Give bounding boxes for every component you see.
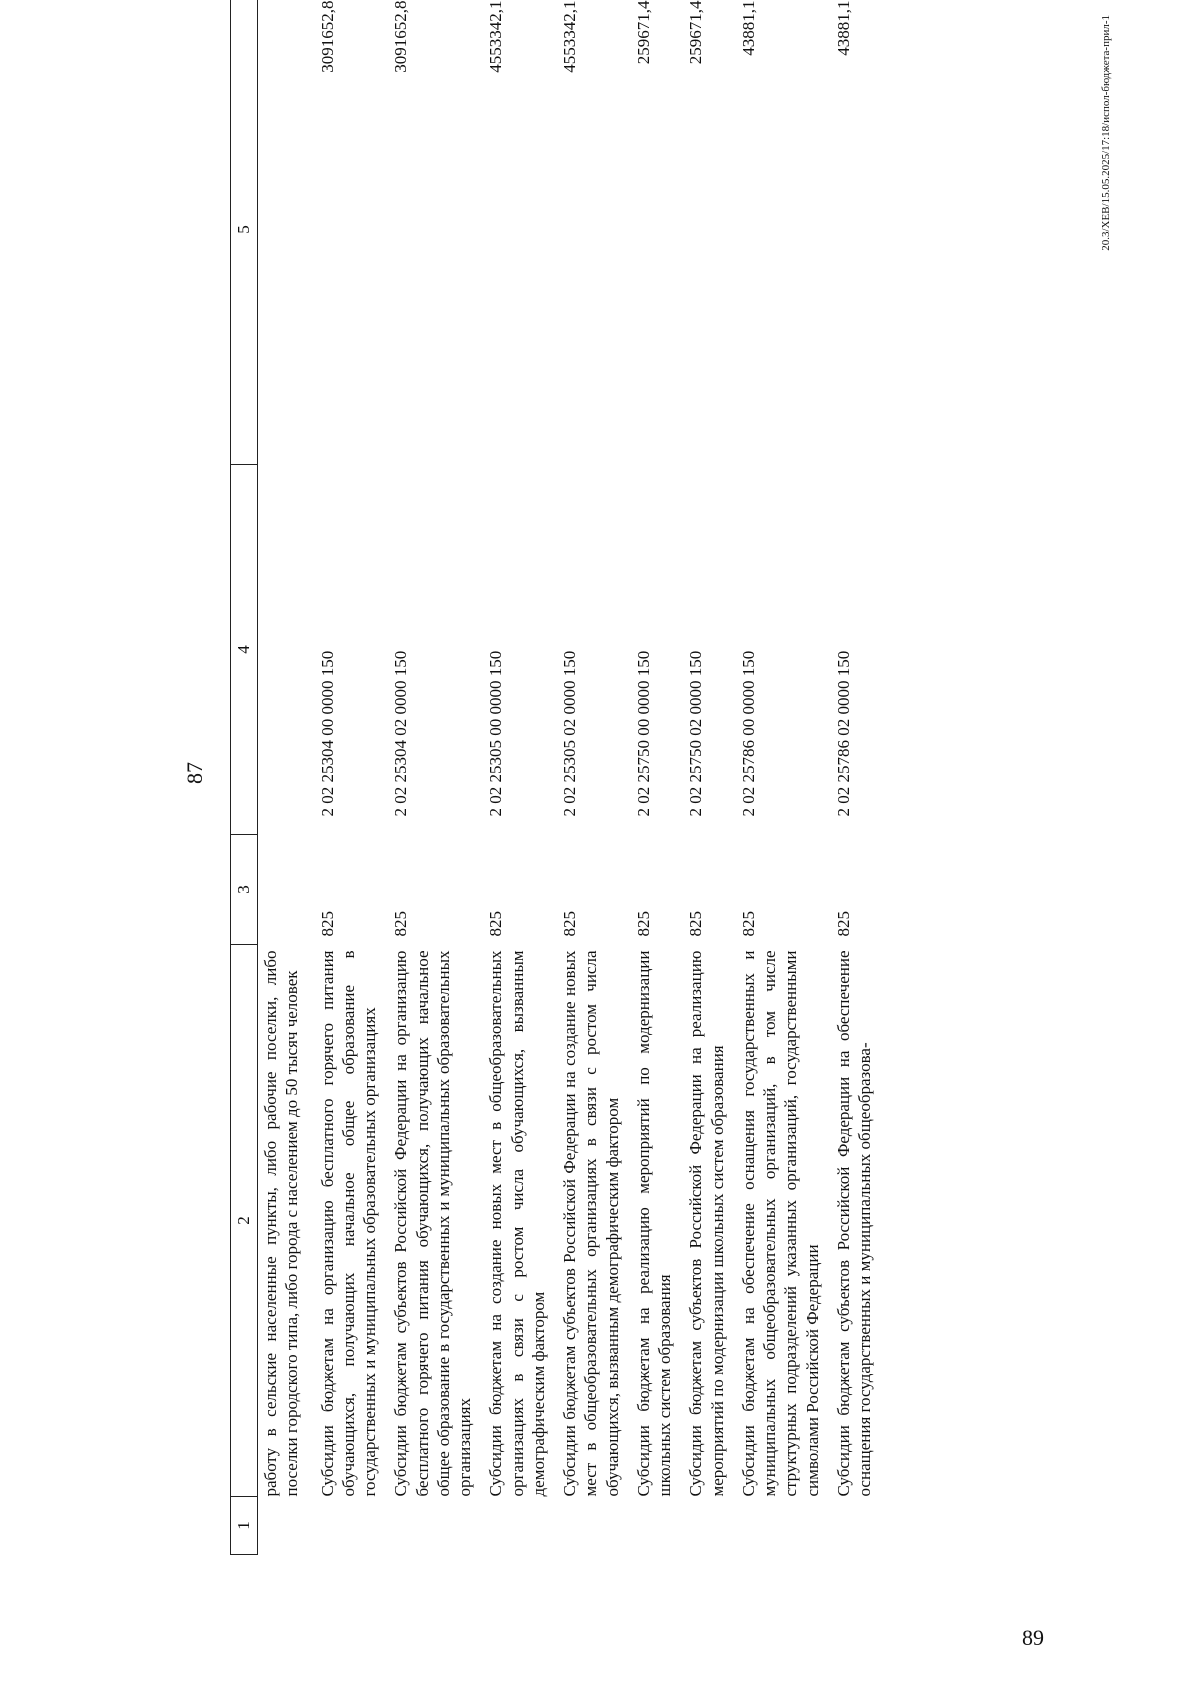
sheet-number: 89 (1022, 1625, 1044, 1650)
amount-cell: 4553342,1 (486, 0, 506, 73)
table-row (485, 0, 559, 1555)
row-number-cell (317, 1497, 391, 1555)
amount-cell (258, 0, 317, 465)
amount-cell: 4553342,1 (560, 0, 579, 73)
table-row (559, 0, 633, 1555)
page-number: 87 (182, 762, 207, 784)
column-header: 5 (231, 0, 258, 465)
description-cell: Субсидии бюджетам на реализацию мероприятий по модернизации школьных систем образования (633, 950, 674, 1497)
description-cell: Субсидии бюджетам на создание новых мест в общеобразовательных организациях в связи с ростом числа обучающихся, вызванным демографическим фактором (486, 950, 548, 1497)
admin-code-cell: 825 (833, 911, 853, 937)
row-number-cell (833, 1497, 886, 1555)
budget-code-cell: 2 02 25786 02 0000 150 (833, 650, 853, 817)
admin-code-cell: 825 (686, 911, 706, 937)
budget-code-cell: 2 02 25305 02 0000 150 (560, 650, 579, 817)
table-row (258, 0, 317, 1555)
budget-code-cell: 2 02 25750 00 0000 150 (633, 650, 653, 817)
table-row (390, 0, 485, 1555)
table-header-row (231, 0, 258, 1555)
column-header: 1 (231, 1497, 258, 1555)
description-cell: Субсидии бюджетам на обеспечение оснащения государственных и муниципальных общеобразовательных организаций, в том числе структурных подразделений указанных организаций, государственными символами Российской Федерации (738, 950, 822, 1497)
budget-code-cell: 2 02 25304 00 0000 150 (317, 650, 337, 817)
row-number-cell (390, 1497, 485, 1555)
amount-cell: 43881,1 (833, 0, 853, 56)
amount-cell: 43881,1 (738, 0, 758, 56)
admin-code-cell (258, 835, 317, 945)
budget-code-cell: 2 02 25304 02 0000 150 (391, 650, 411, 817)
amount-cell: 3091652,8 (391, 0, 411, 73)
table-row (685, 0, 738, 1555)
admin-code-cell: 825 (633, 911, 653, 937)
admin-code-cell: 825 (738, 911, 758, 937)
row-number-cell (485, 1497, 559, 1555)
row-number-cell (633, 1497, 686, 1555)
admin-code-cell: 825 (486, 911, 506, 937)
column-header: 4 (231, 465, 258, 835)
budget-code-cell: 2 02 25750 02 0000 150 (686, 650, 706, 817)
rotated-sheet (170, 0, 1170, 1555)
amount-cell: 259671,4 (633, 0, 653, 65)
budget-table (230, 0, 885, 1555)
amount-cell: 3091652,8 (317, 0, 337, 73)
admin-code-cell: 825 (391, 911, 411, 937)
description-cell: Субсидии бюджетам субъектов Российской Федерации на организацию бесплатного горячего питания обучающихся, получающих начальное общее образование в государственных и муниципальных образовательных организациях (391, 950, 474, 1497)
document-footer-note: 20.3/XEB/15.05.2025/17:18/испол-бюджета-прил-1 (1100, 15, 1112, 251)
budget-code-cell (258, 465, 317, 835)
column-header: 2 (231, 945, 258, 1497)
budget-code-cell: 2 02 25305 00 0000 150 (486, 650, 506, 817)
row-number-cell (685, 1497, 738, 1555)
budget-code-cell: 2 02 25786 00 0000 150 (738, 650, 758, 817)
description-cell: работу в сельские населенные пункты, либо рабочие поселки, либо поселки городского типа, либо города с населением до 50 тысяч человек (261, 950, 302, 1497)
admin-code-cell: 825 (317, 911, 337, 937)
column-header: 3 (231, 835, 258, 945)
row-number-cell (738, 1497, 833, 1555)
description-cell: Субсидии бюджетам субъектов Российской Федерации на обеспечение оснащения государственных и муниципальных общеобразова- (833, 950, 874, 1497)
description-cell: Субсидии бюджетам субъектов Российской Федерации на создание новых мест в общеобразовательных организациях в связи с ростом числа обучающихся, вызванным демографическим фактором (560, 950, 622, 1497)
row-number-cell (559, 1497, 633, 1555)
table-row (317, 0, 391, 1555)
row-number-cell (258, 1497, 317, 1555)
amount-cell: 259671,4 (686, 0, 706, 65)
description-cell: Субсидии бюджетам субъектов Российской Федерации на реализацию мероприятий по модернизации школьных систем образования (686, 950, 727, 1497)
table-row (633, 0, 686, 1555)
table-row (833, 0, 886, 1555)
description-cell: Субсидии бюджетам на организацию бесплатного горячего питания обучающихся, получающих начальное общее образование в государственных и муниципальных образовательных организациях (317, 950, 379, 1497)
admin-code-cell: 825 (560, 911, 579, 937)
table-row (738, 0, 833, 1555)
